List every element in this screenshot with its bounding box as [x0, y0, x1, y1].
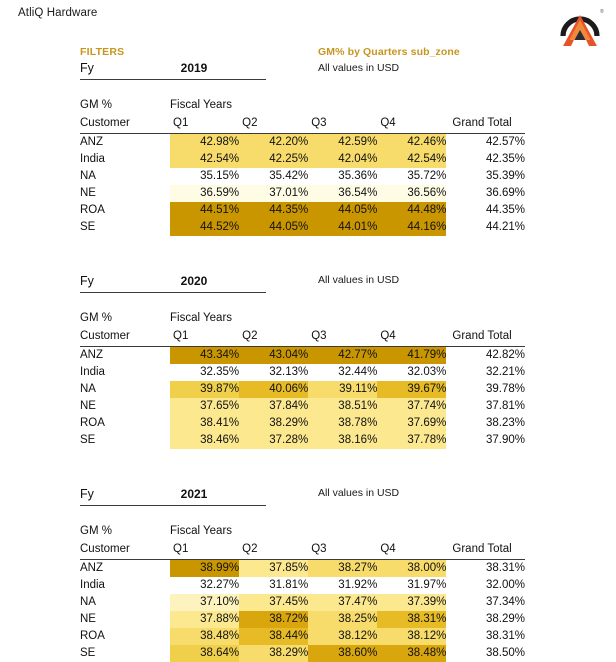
- cell-se-q4: 44.16%: [377, 219, 446, 236]
- cell-anz-q1: 42.98%: [170, 134, 239, 152]
- table-row: [80, 219, 525, 236]
- table-row: [80, 381, 525, 398]
- column-header-grand-total-2021[interactable]: Grand Total: [446, 541, 525, 560]
- cell-na-grand-total: 39.78%: [446, 381, 525, 398]
- cell-se-q2: 38.29%: [239, 645, 308, 662]
- cell-roa-q3: 38.78%: [308, 415, 377, 432]
- measure-label-2021: GM %: [80, 523, 170, 541]
- table-header-columns: [80, 115, 525, 134]
- fy-value-2020[interactable]: 2020: [152, 274, 236, 288]
- cell-india-q3: 32.44%: [308, 364, 377, 381]
- cell-na-q3: 35.36%: [308, 168, 377, 185]
- cell-india-q2: 32.13%: [239, 364, 308, 381]
- table-row: [80, 185, 525, 202]
- cell-ne-grand-total: 36.69%: [446, 185, 525, 202]
- pivot-table-2021: [80, 523, 525, 662]
- fy-slicer[interactable]: [80, 60, 266, 80]
- table-row: [80, 168, 525, 185]
- cell-india-q1: 32.27%: [170, 577, 239, 594]
- column-group-label: Fiscal Years: [170, 97, 525, 115]
- cell-roa-q3: 44.05%: [308, 202, 377, 219]
- cell-se-q3: 38.60%: [308, 645, 377, 662]
- cell-ne-q3: 38.51%: [308, 398, 377, 415]
- cell-ne-q1: 37.88%: [170, 611, 239, 628]
- table-row: [80, 347, 525, 365]
- fy-label-2021: Fy: [80, 487, 94, 501]
- cell-ne-q2: 37.01%: [239, 185, 308, 202]
- cell-india-q2: 31.81%: [239, 577, 308, 594]
- cell-na-q3: 37.47%: [308, 594, 377, 611]
- column-header-q3-2020[interactable]: Q3: [308, 328, 377, 347]
- table-row: [80, 577, 525, 594]
- pivot-table-2019: [80, 97, 525, 236]
- report-block-2021: [80, 486, 580, 662]
- page-title: AtliQ Hardware: [18, 7, 97, 19]
- table-header-measure-2021: [80, 523, 525, 541]
- cell-anz-q2: 43.04%: [239, 347, 308, 365]
- table-row: [80, 202, 525, 219]
- cell-ne-q3: 36.54%: [308, 185, 377, 202]
- column-header-q3-2021[interactable]: Q3: [308, 541, 377, 560]
- row-label-header-2020: Customer: [80, 328, 170, 347]
- row-header-india[interactable]: India: [80, 577, 170, 594]
- cell-se-q3: 44.01%: [308, 219, 377, 236]
- cell-se-grand-total: 38.50%: [446, 645, 525, 662]
- cell-na-q2: 40.06%: [239, 381, 308, 398]
- measure-label: GM %: [80, 97, 170, 115]
- cell-anz-grand-total: 38.31%: [446, 560, 525, 578]
- cell-anz-q3: 42.59%: [308, 134, 377, 152]
- atliq-logo-icon: [556, 6, 604, 48]
- row-header-anz[interactable]: ANZ: [80, 134, 170, 152]
- cell-se-q3: 38.16%: [308, 432, 377, 449]
- cell-roa-grand-total: 38.23%: [446, 415, 525, 432]
- row-header-se[interactable]: SE: [80, 219, 170, 236]
- table-header-measure: [80, 97, 525, 115]
- cell-na-q1: 37.10%: [170, 594, 239, 611]
- fy-value-2021[interactable]: 2021: [152, 487, 236, 501]
- cell-roa-q3: 38.12%: [308, 628, 377, 645]
- cell-na-q2: 35.42%: [239, 168, 308, 185]
- pivot-table-2020: [80, 310, 525, 449]
- cell-na-grand-total: 37.34%: [446, 594, 525, 611]
- table-row: [80, 134, 525, 152]
- cell-india-q2: 42.25%: [239, 151, 308, 168]
- cell-roa-q2: 38.29%: [239, 415, 308, 432]
- cell-anz-grand-total: 42.82%: [446, 347, 525, 365]
- cell-india-grand-total: 42.35%: [446, 151, 525, 168]
- row-header-anz[interactable]: ANZ: [80, 560, 170, 578]
- cell-anz-q3: 42.77%: [308, 347, 377, 365]
- row-header-ne[interactable]: NE: [80, 185, 170, 202]
- table-row: [80, 594, 525, 611]
- pivot-body-2020: [80, 347, 525, 450]
- report-subtitle: All values in USD: [318, 62, 399, 74]
- cell-anz-q3: 38.27%: [308, 560, 377, 578]
- report-title: GM% by Quarters sub_zone: [318, 46, 460, 58]
- cell-india-q1: 42.54%: [170, 151, 239, 168]
- cell-roa-grand-total: 38.31%: [446, 628, 525, 645]
- cell-anz-q4: 38.00%: [377, 560, 446, 578]
- row-header-roa[interactable]: ROA: [80, 628, 170, 645]
- cell-na-q2: 37.45%: [239, 594, 308, 611]
- row-header-roa[interactable]: ROA: [80, 202, 170, 219]
- cell-india-grand-total: 32.21%: [446, 364, 525, 381]
- cell-ne-q4: 37.74%: [377, 398, 446, 415]
- row-header-se[interactable]: SE: [80, 645, 170, 662]
- cell-na-q3: 39.11%: [308, 381, 377, 398]
- cell-roa-q1: 44.51%: [170, 202, 239, 219]
- cell-na-q4: 37.39%: [377, 594, 446, 611]
- cell-se-grand-total: 37.90%: [446, 432, 525, 449]
- cell-se-q4: 38.48%: [377, 645, 446, 662]
- row-header-roa[interactable]: ROA: [80, 415, 170, 432]
- table-row: [80, 560, 525, 578]
- row-header-india[interactable]: India: [80, 364, 170, 381]
- cell-india-q3: 42.04%: [308, 151, 377, 168]
- cell-se-grand-total: 44.21%: [446, 219, 525, 236]
- column-header-q3[interactable]: Q3: [308, 115, 377, 134]
- cell-se-q1: 38.46%: [170, 432, 239, 449]
- pivot-body-2019: [80, 134, 525, 237]
- cell-roa-q1: 38.41%: [170, 415, 239, 432]
- table-row: [80, 364, 525, 381]
- table-row: [80, 398, 525, 415]
- cell-roa-q2: 44.35%: [239, 202, 308, 219]
- cell-anz-q2: 42.20%: [239, 134, 308, 152]
- cell-india-grand-total: 32.00%: [446, 577, 525, 594]
- cell-roa-grand-total: 44.35%: [446, 202, 525, 219]
- column-header-q2-2021[interactable]: Q2: [239, 541, 308, 560]
- cell-ne-q3: 38.25%: [308, 611, 377, 628]
- row-header-india[interactable]: India: [80, 151, 170, 168]
- cell-na-q4: 39.67%: [377, 381, 446, 398]
- svg-text:®: ®: [600, 8, 604, 15]
- cell-se-q1: 38.64%: [170, 645, 239, 662]
- row-header-na[interactable]: NA: [80, 168, 170, 185]
- column-header-q4[interactable]: Q4: [377, 115, 446, 134]
- report-subtitle-2021: All values in USD: [318, 487, 399, 499]
- row-header-na[interactable]: NA: [80, 594, 170, 611]
- column-header-q1-2021[interactable]: Q1: [170, 541, 239, 560]
- cell-ne-q1: 36.59%: [170, 185, 239, 202]
- table-header-columns-2020: [80, 328, 525, 347]
- table-row: [80, 611, 525, 628]
- row-label-header: Customer: [80, 115, 170, 134]
- cell-ne-q4: 38.31%: [377, 611, 446, 628]
- cell-ne-grand-total: 37.81%: [446, 398, 525, 415]
- row-header-anz[interactable]: ANZ: [80, 347, 170, 365]
- pivot-body-2021: [80, 560, 525, 662]
- column-header-q1-2020[interactable]: Q1: [170, 328, 239, 347]
- cell-na-q1: 39.87%: [170, 381, 239, 398]
- fy-slicer-2020[interactable]: [80, 273, 266, 293]
- table-row: [80, 415, 525, 432]
- cell-india-q1: 32.35%: [170, 364, 239, 381]
- report-subtitle-2020: All values in USD: [318, 274, 399, 286]
- column-header-grand-total-2020[interactable]: Grand Total: [446, 328, 525, 347]
- row-header-ne[interactable]: NE: [80, 398, 170, 415]
- table-row: [80, 151, 525, 168]
- cell-roa-q4: 44.48%: [377, 202, 446, 219]
- cell-anz-q4: 42.46%: [377, 134, 446, 152]
- cell-roa-q4: 37.69%: [377, 415, 446, 432]
- fy-slicer-2021[interactable]: [80, 486, 266, 506]
- cell-ne-q1: 37.65%: [170, 398, 239, 415]
- cell-se-q2: 44.05%: [239, 219, 308, 236]
- cell-ne-grand-total: 38.29%: [446, 611, 525, 628]
- cell-india-q4: 32.03%: [377, 364, 446, 381]
- report-block-2020: [80, 273, 580, 449]
- cell-ne-q4: 36.56%: [377, 185, 446, 202]
- cell-na-q1: 35.15%: [170, 168, 239, 185]
- cell-roa-q4: 38.12%: [377, 628, 446, 645]
- column-group-label-2021: Fiscal Years: [170, 523, 525, 541]
- column-header-grand-total[interactable]: Grand Total: [446, 115, 525, 134]
- column-group-label-2020: Fiscal Years: [170, 310, 525, 328]
- cell-anz-q4: 41.79%: [377, 347, 446, 365]
- column-header-q1[interactable]: Q1: [170, 115, 239, 134]
- cell-anz-q2: 37.85%: [239, 560, 308, 578]
- table-row: [80, 645, 525, 662]
- row-header-na[interactable]: NA: [80, 381, 170, 398]
- measure-label-2020: GM %: [80, 310, 170, 328]
- report-block-2019: [80, 46, 580, 236]
- cell-anz-q1: 38.99%: [170, 560, 239, 578]
- cell-na-q4: 35.72%: [377, 168, 446, 185]
- cell-india-q4: 42.54%: [377, 151, 446, 168]
- cell-se-q2: 37.28%: [239, 432, 308, 449]
- cell-india-q3: 31.92%: [308, 577, 377, 594]
- filters-label: FILTERS: [80, 46, 580, 58]
- fy-value[interactable]: 2019: [152, 61, 236, 75]
- row-header-se[interactable]: SE: [80, 432, 170, 449]
- cell-anz-grand-total: 42.57%: [446, 134, 525, 152]
- cell-anz-q1: 43.34%: [170, 347, 239, 365]
- row-label-header-2021: Customer: [80, 541, 170, 560]
- fy-label-2020: Fy: [80, 274, 94, 288]
- column-header-q2[interactable]: Q2: [239, 115, 308, 134]
- cell-na-grand-total: 35.39%: [446, 168, 525, 185]
- cell-se-q1: 44.52%: [170, 219, 239, 236]
- fy-label: Fy: [80, 61, 94, 75]
- cell-india-q4: 31.97%: [377, 577, 446, 594]
- table-header-measure-2020: [80, 310, 525, 328]
- table-header-columns-2021: [80, 541, 525, 560]
- cell-roa-q1: 38.48%: [170, 628, 239, 645]
- report-body: [80, 46, 580, 662]
- cell-ne-q2: 38.72%: [239, 611, 308, 628]
- table-row: [80, 628, 525, 645]
- column-header-q2-2020[interactable]: Q2: [239, 328, 308, 347]
- row-header-ne[interactable]: NE: [80, 611, 170, 628]
- cell-ne-q2: 37.84%: [239, 398, 308, 415]
- cell-se-q4: 37.78%: [377, 432, 446, 449]
- column-header-q4-2021[interactable]: Q4: [377, 541, 446, 560]
- table-row: [80, 432, 525, 449]
- column-header-q4-2020[interactable]: Q4: [377, 328, 446, 347]
- cell-roa-q2: 38.44%: [239, 628, 308, 645]
